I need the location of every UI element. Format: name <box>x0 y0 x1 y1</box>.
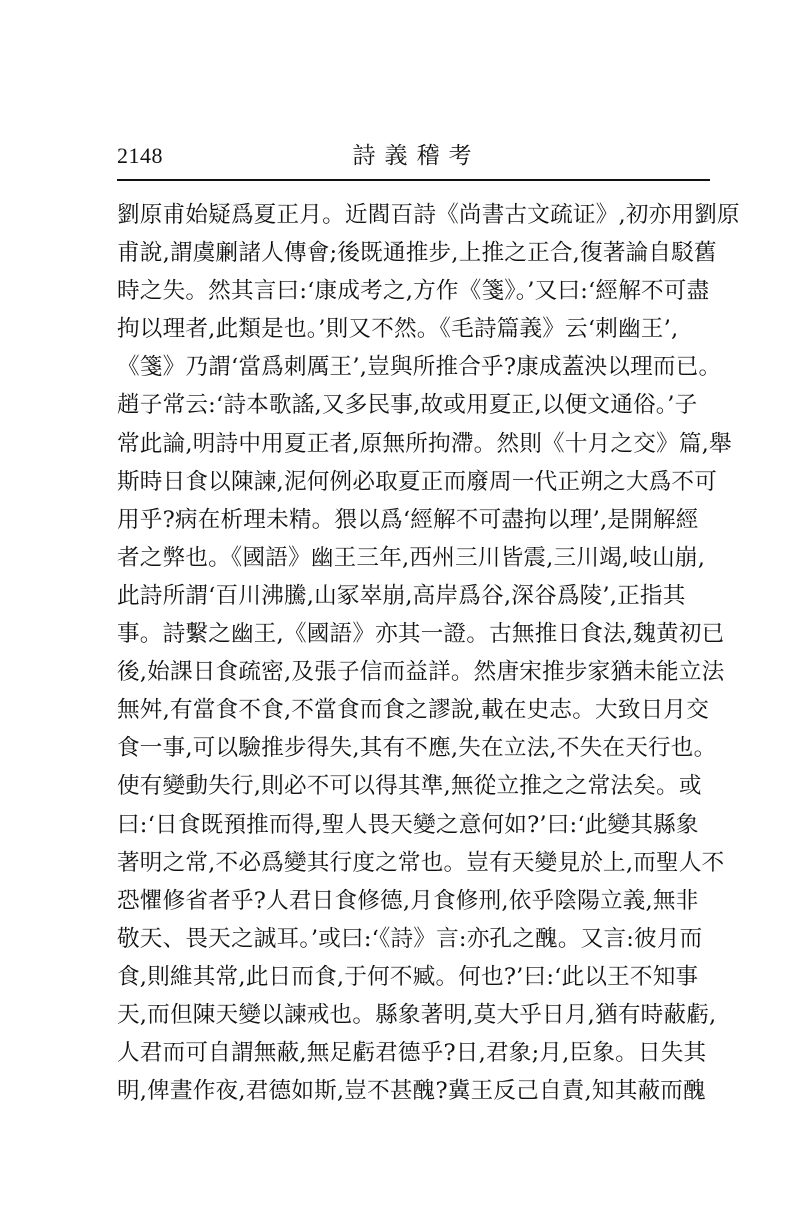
text-line: 劉原甫始疑爲夏正月。近閻百詩《尚書古文疏证》,初亦用劉原 <box>117 202 740 228</box>
text-line: 拘以理者,此類是也。’則又不然。《毛詩篇義》云‘刺幽王’, <box>117 316 679 343</box>
text-line: 時之失。然其言曰:‘康成考之,方作《箋》。’又曰:‘經解不可盡 <box>117 278 710 305</box>
body-text <box>117 196 740 1110</box>
text-line: 《箋》乃謂‘當爲刺厲王’,豈與所推合乎?康成蓋泱以理而已。 <box>117 354 722 381</box>
running-title: 詩義稽考 <box>352 143 481 169</box>
text-line: 食,則維其常,此日而食,于何不臧。何也?’曰:‘此以王不知事 <box>117 963 699 990</box>
text-line: 明,俾晝作夜,君德如斯,豈不甚醜?冀王反己自責,知其蔽而醜 <box>117 1078 706 1105</box>
text-line: 斯時日食以陳諫,泥何例必取夏正而廢周一代正朔之大爲不可 <box>117 468 718 495</box>
text-line: 趙子常云:‘詩本歌謠,又多民事,故或用夏正,以便文通俗。’子 <box>117 392 698 419</box>
text-line: 恐懼修省者乎?人君日食修德,月食修刑,依乎陰陽立義,無非 <box>117 887 699 914</box>
text-line: 曰:‘日食既預推而得,聖人畏天變之意何如?’曰:‘此變其縣象 <box>117 811 699 838</box>
text-line: 後,始課日食疏密,及張子信而益詳。然唐宋推步家猶未能立法 <box>117 659 725 686</box>
text-line: 無舛,有當食不食,不當食而食之謬說,載在史志。大致日月交 <box>117 697 709 724</box>
text-line: 著明之常,不必爲變其行度之常也。豈有天變見於上,而聖人不 <box>117 849 725 876</box>
text-line: 用乎?病在析理未精。猥以爲‘經解不可盡拘以理’,是開解經 <box>117 506 699 533</box>
text-line: 此詩所謂‘百川沸騰,山冢崒崩,高岸爲谷,深谷爲陵’,正指其 <box>117 582 686 609</box>
text-line: 使有變動失行,則必不可以得其準,無從立推之之常法矣。或 <box>117 773 702 800</box>
text-line: 常此論,明詩中用夏正者,原無所拘滯。然則《十月之交》篇,舉 <box>117 430 732 457</box>
text-line: 天,而但陳天變以諫戒也。縣象著明,莫大乎日月,猶有時蔽虧, <box>117 1001 717 1028</box>
page-number: 2148 <box>117 143 163 168</box>
text-line: 敬天、畏天之誠耳。’或曰:‘《詩》言:亦孔之醜。又言:彼月而 <box>117 925 703 952</box>
header-rule <box>117 179 710 181</box>
text-line: 者之弊也。《國語》幽王三年,西州三川皆震,三川竭,岐山崩, <box>117 544 706 571</box>
page-header <box>117 142 710 176</box>
text-line: 事。詩繫之幽王,《國語》亦其一證。古無推日食法,魏黄初已 <box>117 621 725 648</box>
text-line: 甫說,謂虞劆諸人傳會;後既通推步,上推之正合,復著論自駁舊 <box>117 240 717 267</box>
text-line: 人君而可自謂無蔽,無足虧君德乎?日,君象;月,臣象。日失其 <box>117 1040 707 1067</box>
text-line: 食一事,可以驗推步得失,其有不應,失在立法,不失在天行也。 <box>117 735 717 762</box>
